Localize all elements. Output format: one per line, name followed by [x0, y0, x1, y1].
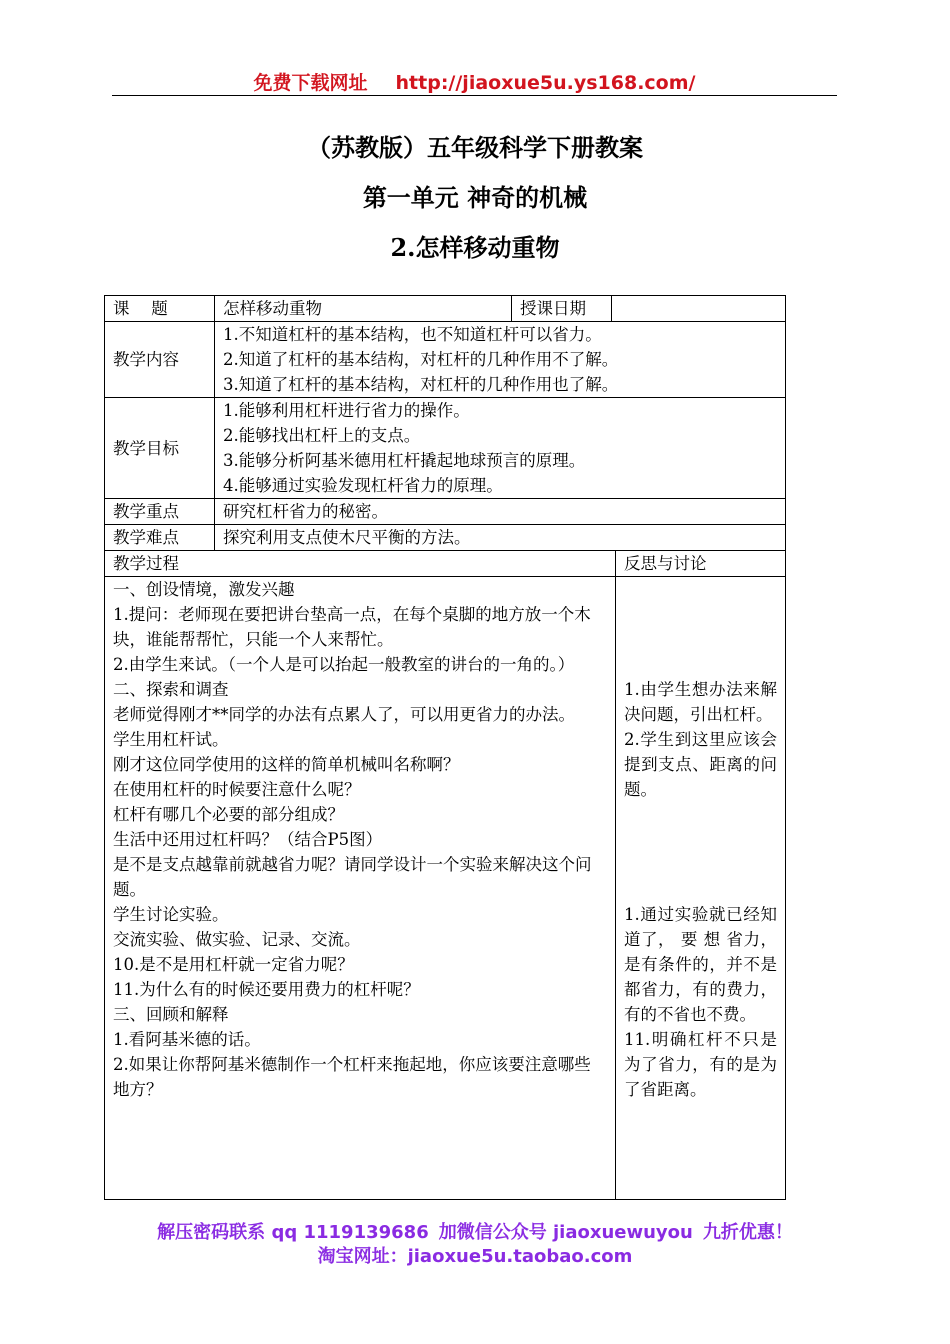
reflection-note: 2.学生到这里应该会提到支点、距离的问题。	[624, 730, 777, 799]
process-line: 1.看阿基米德的话。	[113, 1030, 261, 1049]
process-line: 杠杆有哪几个必要的部分组成？	[113, 805, 344, 824]
footer-contact	[0, 1218, 950, 1244]
process-line: 老师觉得刚才**同学的办法有点累人了，可以用更省力的办法。	[113, 705, 575, 724]
key-point-value: 研究杠杆省力的秘密。	[215, 499, 786, 525]
key-point-label: 教学重点	[105, 499, 215, 525]
download-label: 免费下载网址	[253, 72, 368, 94]
content-row	[105, 322, 786, 398]
goal-cell	[215, 398, 786, 499]
process-line: 一、创设情境，激发兴趣	[113, 580, 295, 599]
goal-line: 2.能够找出杠杆上的支点。	[223, 426, 421, 445]
footer-discount-text: 九折优惠！	[702, 1222, 793, 1243]
process-line: 三、回顾和解释	[113, 1005, 229, 1024]
reflection-note: 1.由学生想办法来解决问题，引出杠杆。	[624, 680, 777, 724]
topic-row	[105, 296, 786, 322]
reflection-label: 反思与讨论	[616, 551, 786, 577]
footer-wechat-text: 加微信公众号 jiaoxuewuyou	[438, 1222, 693, 1243]
process-line: 刚才这位同学使用的这样的简单机械叫名称啊？	[113, 755, 460, 774]
process-line: 是不是支点越靠前就越省力呢？请同学设计一个实验来解决这个问题。	[113, 855, 592, 899]
reflection-note: 1.通过实验就已经知道了， 要 想 省力，是有条件的，并不是都省力，有的费力，有的不省也不费。	[624, 905, 777, 1024]
process-row	[105, 577, 786, 1200]
process-line: 11.为什么有的时候还要用费力的杠杆呢？	[113, 980, 420, 999]
goal-line: 1.能够利用杠杆进行省力的操作。	[223, 401, 470, 420]
content-label: 教学内容	[105, 322, 215, 398]
download-header	[112, 68, 837, 95]
goal-label: 教学目标	[105, 398, 215, 499]
process-line: 交流实验、做实验、记录、交流。	[113, 930, 361, 949]
content-line: 1.不知道杠杆的基本结构，也不知道杠杆可以省力。	[223, 325, 602, 344]
lesson-plan-table	[104, 295, 786, 1200]
footer-qq-text: 解压密码联系 qq 1119139686	[157, 1222, 429, 1243]
unit-title: 第一单元 神奇的机械	[362, 183, 588, 212]
process-line: 二、探索和调查	[113, 680, 229, 699]
topic-label: 课 题	[105, 296, 215, 322]
process-header-row	[105, 551, 786, 577]
header-divider	[112, 95, 837, 96]
process-line: 在使用杠杆的时候要注意什么呢？	[113, 780, 361, 799]
goal-line: 4.能够通过实验发现杠杆省力的原理。	[223, 476, 503, 495]
key-point-row	[105, 499, 786, 525]
download-url-link[interactable]: http://jiaoxue5u.ys168.com/	[395, 72, 696, 94]
lesson-title: 2.怎样移动重物	[390, 233, 560, 262]
process-line: 2.由学生来试。（一个人是可以抬起一般教室的讲台的一角的。）	[113, 655, 575, 674]
reflection-note: 11.明确杠杆不只是为了省力，有的是为了省距离。	[624, 1030, 777, 1099]
document-title: （苏教版）五年级科学下册教案	[307, 133, 643, 162]
goal-line: 3.能够分析阿基米德用杠杆撬起地球预言的原理。	[223, 451, 586, 470]
process-line: 生活中还用过杠杆吗？（结合P5图）	[113, 830, 383, 849]
content-line: 3.知道了杠杆的基本结构，对杠杆的几种作用也了解。	[223, 375, 619, 394]
date-label: 授课日期	[512, 296, 612, 322]
difficulty-value: 探究利用支点使木尺平衡的方法。	[215, 525, 786, 551]
process-line: 学生用杠杆试。	[113, 730, 229, 749]
process-line: 1.提问：老师现在要把讲台垫高一点，在每个桌脚的地方放一个木块，谁能帮帮忙，只能一个人来帮忙。	[113, 605, 591, 649]
topic-value: 怎样移动重物	[215, 296, 512, 322]
content-cell	[215, 322, 786, 398]
goal-row	[105, 398, 786, 499]
footer-taobao-link[interactable]: 淘宝网址：jiaoxue5u.taobao.com	[317, 1246, 633, 1267]
process-cell	[105, 577, 616, 1200]
content-line: 2.知道了杠杆的基本结构，对杠杆的几种作用不了解。	[223, 350, 619, 369]
difficulty-row	[105, 525, 786, 551]
process-line: 2.如果让你帮阿基米德制作一个杠杆来拖起地，你应该要注意哪些地方？	[113, 1055, 591, 1099]
difficulty-label: 教学难点	[105, 525, 215, 551]
reflection-cell	[616, 577, 786, 1200]
date-value	[612, 296, 786, 322]
process-label: 教学过程	[105, 551, 616, 577]
process-line: 学生讨论实验。	[113, 905, 229, 924]
process-line: 10.是不是用杠杆就一定省力呢？	[113, 955, 354, 974]
